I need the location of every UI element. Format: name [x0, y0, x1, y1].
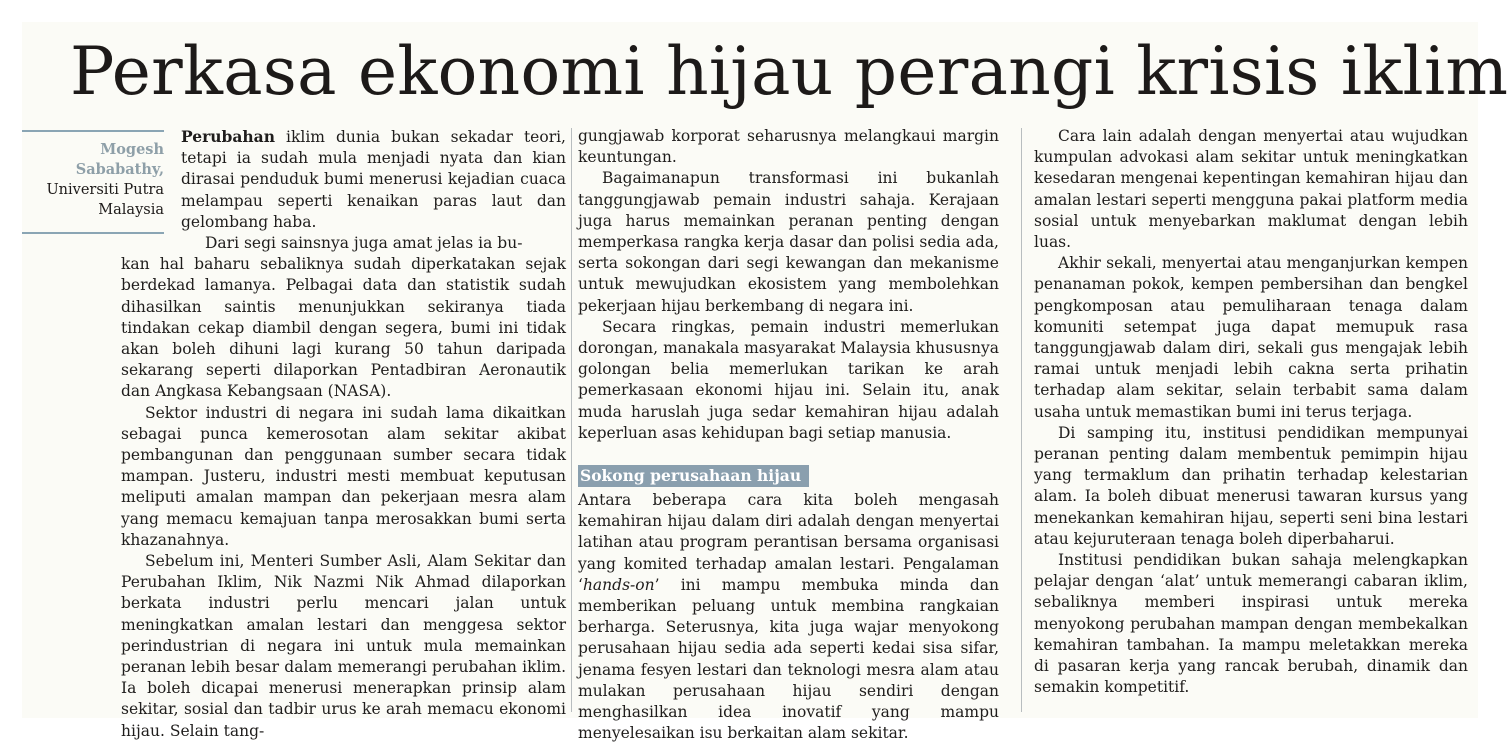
headline: Perkasa ekonomi hijau perangi krisis iklim — [70, 33, 1508, 110]
paragraph-2: kan hal baharu sebaliknya sudah diperkatakan sejak berdekad lamanya. Pelbagai data dan statistik sudah dihasilkan saintis menunjukkan sekiranya tiada tindakan cekap diambil dengan segera, bumi ini tidak akan boleh dihuni lagi kurang 50 tahun daripada sekarang seperti dilaporkan Pentadbiran Aeronautik dan Angkasa Kebangsaan (NASA). — [121, 255, 566, 401]
paragraph-1-text: iklim dunia bukan sekadar teori, tetapi ia sudah mula menjadi nyata dan kian dirasai penduduk bumi menerusi kejadian cuaca melampau seperti kenaikan paras laut dan gelombang haba. — [181, 128, 566, 231]
paragraph-11: Di samping itu, institusi pendidikan mempunyai peranan penting dalam membentuk pemimpin hijau yang termaklum dan prihatin terhadap kelestarian alam. Ia boleh dibuat menerusi tawaran kursus yang menekankan kemahiran hijau, seperti seni bina lestari atau kejuruteraan tenaga boleh diperbaharui. — [1034, 423, 1468, 548]
author-name-line-2: Sababathy, — [75, 161, 164, 178]
column-1 — [121, 126, 566, 740]
paragraph-7: Secara ringkas, pemain industri memerlukan dorongan, manakala masyarakat Malaysia khususnya golongan belia memerlukan tarikan ke arah pemerkasaan ekonomi hijau ini. Selain itu, anak muda haruslah juga sedar kemahiran hijau adalah keperluan asas kehidupan bagi setiap manusia. — [578, 317, 999, 442]
paragraph-2-first-line: Dari segi sainsnya juga amat jelas ia bu- — [205, 234, 523, 253]
newspaper-clipping — [22, 22, 1508, 743]
paragraph-8-text-b: ’ ini mampu membuka minda dan memberikan peluang untuk membina rangkaian berharga. Seterusnya, kita juga wajar menyokong perusahaan hijau sedia ada seperti kedai sisa sifar, jenama fesyen lestari dan teknologi mesra alam atau mulakan perusahaan hijau sendiri dengan menghasilkan idea inovatif yang mampu menyelesaikan isu berkaitan alam sekitar. — [578, 575, 999, 743]
column-divider-2 — [1021, 128, 1022, 712]
paragraph-3: Sektor industri di negara ini sudah lama dikaitkan sebagai punca kemerosotan alam sekitar akibat pembangunan dan penggunaan sumber secara tidak mampan. Justeru, industri mesti membuat keputusan meliputi amalan mampan dan pekerjaan mesra alam yang memacu kemajuan tanpa merosakkan bumi serta khazanahnya. — [121, 403, 566, 549]
subheading: Sokong perusahaan hijau — [578, 465, 809, 487]
column-2 — [578, 126, 999, 743]
column-3 — [1034, 126, 1468, 714]
paragraph-9: Cara lain adalah dengan menyertai atau wujudkan kumpulan advokasi alam sekitar untuk meningkatkan kesedaran mengenai kepentingan kemahiran hijau dan amalan lestari seperti mengguna pakai platform media sosial untuk menyebarkan maklumat dengan lebih luas. — [1034, 127, 1468, 252]
author-name-line-1: Mogesh — [100, 141, 164, 158]
paragraph-6: Bagaimanapun transformasi ini bukanlah tanggungjawab pemain industri sahaja. Kerajaan juga harus memainkan peranan penting dengan memperkasa rangka kerja dasar dan polisi sedia ada, serta sokongan dari segi kewangan dan mekanisme untuk mewujudkan ekosistem yang membolehkan pekerjaan hijau berkembang di negara ini. — [578, 169, 999, 315]
paragraph-8 — [578, 490, 999, 744]
paragraph-1 — [181, 126, 566, 233]
author-affiliation-line-2: Malaysia — [98, 202, 164, 218]
paragraph-8-text-a: Antara beberapa cara kita boleh mengasah kemahiran hijau dalam diri adalah dengan menyertai latihan atau program perantisan bersama organisasi yang komited terhadap amalan lestari. Pengalaman ‘ — [578, 491, 999, 594]
hands-on-emphasis: hands-on — [582, 575, 655, 594]
paragraph-4: Sebelum ini, Menteri Sumber Asli, Alam Sekitar dan Perubahan Iklim, Nik Nazmi Nik Ahmad dilaporkan berkata industri perlu mencari jalan untuk meningkatkan amalan lestari dan menggesa sektor perindustrian di negara ini untuk mula memainkan peranan lebih besar dalam memerangi perubahan iklim. Ia boleh dicapai menerusi menerapkan prinsip alam sekitar, sosial dan tadbir urus ke arah memacu ekonomi hijau. Selain tang- — [121, 552, 566, 740]
lead-word: Perubahan — [181, 127, 275, 146]
author-affiliation-line-1: Universiti Putra — [46, 182, 164, 198]
paragraph-5: gungjawab korporat seharusnya melangkaui margin keuntungan. — [578, 127, 999, 167]
paragraph-10: Akhir sekali, menyertai atau menganjurkan kempen penanaman pokok, kempen pembersihan dan bengkel pengkomposan atau pemuliharaan tenaga dalam komuniti setempat juga dapat memupuk rasa tanggungjawab dalam diri, sekali gus mengajak lebih ramai untuk menjadi lebih cakna serta prihatin terhadap alam sekitar, selain terbabit sama dalam usaha untuk memastikan bumi ini terus terjaga. — [1034, 254, 1468, 421]
column-divider-1 — [571, 128, 572, 712]
paragraph-12: Institusi pendidikan bukan sahaja melengkapkan pelajar dengan ‘alat’ untuk memerangi cabaran iklim, sebaliknya memberi inspirasi untuk mereka menyokong perubahan mampan dengan membekalkan kemahiran tambahan. Ia mampu meletakkan mereka di pasaran kerja yang rancak berubah, dinamik dan semakin kompetitif. — [1034, 551, 1468, 697]
